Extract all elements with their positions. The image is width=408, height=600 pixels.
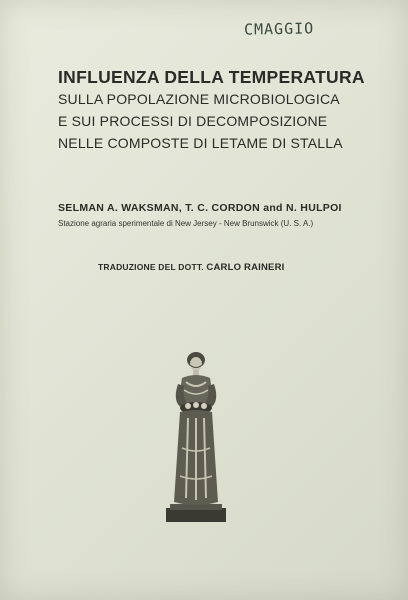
omaggio-stamp: CMAGGIO (243, 19, 315, 39)
translator-name: CARLO RAINERI (206, 262, 285, 273)
title-block (58, 66, 378, 154)
title-line-3: E SUI PROCESSI DI DECOMPOSIZIONE (58, 113, 328, 129)
title-line-2: SULLA POPOLAZIONE MICROBIOLOGICA (58, 91, 340, 107)
authors: SELMAN A. WAKSMAN, T. C. CORDON and N. HULPOI (58, 202, 342, 214)
translation-credit (98, 262, 284, 273)
classical-statue-figure-icon (160, 348, 232, 528)
affiliation: Stazione agraria sperimentale di New Jersey - New Brunswick (U. S. A.) (58, 219, 314, 228)
title-line-1: INFLUENZA DELLA TEMPERATURA (58, 67, 365, 87)
translation-prefix: TRADUZIONE DEL DOTT. (98, 262, 204, 272)
title-line-4: NELLE COMPOSTE DI LETAME DI STALLA (58, 135, 343, 151)
